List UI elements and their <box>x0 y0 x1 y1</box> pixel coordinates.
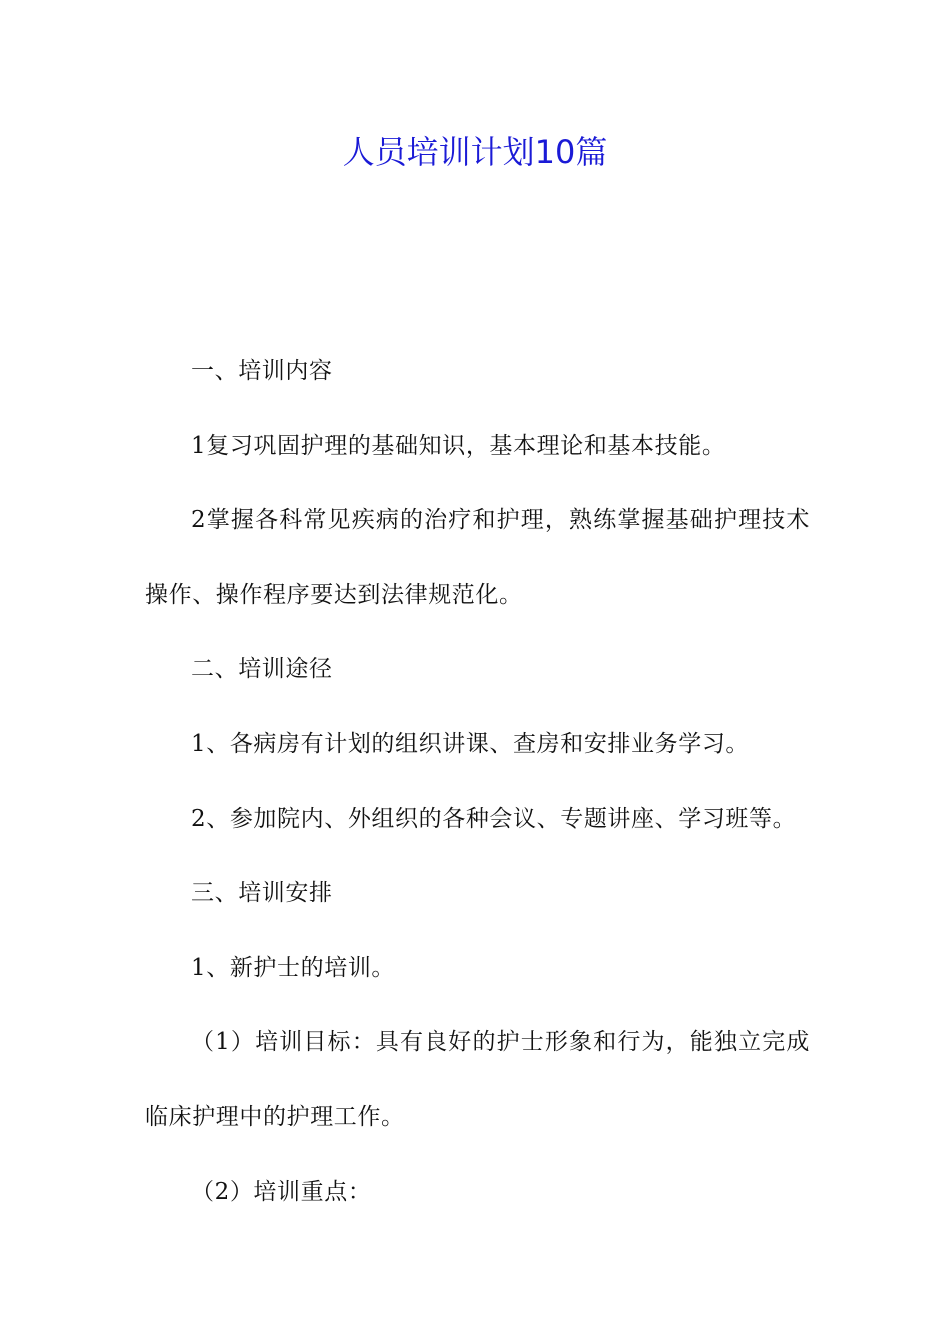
paragraph-arrangement-1: 1、新护士的培训。 <box>191 954 396 981</box>
document-title: 人员培训计划10篇 <box>342 133 608 171</box>
paragraph-item-1: 1复习巩固护理的基础知识，基本理论和基本技能。 <box>191 432 726 459</box>
paragraph-method-2: 2、参加院内、外组织的各种会议、专题讲座、学习班等。 <box>191 805 797 832</box>
document-body <box>145 334 810 1229</box>
paragraph-training-focus: （2）培训重点： <box>191 1178 372 1205</box>
section-heading-training-methods: 二、培训途径 <box>191 656 333 683</box>
paragraph-method-1: 1、各病房有计划的组织讲课、查房和安排业务学习。 <box>191 730 750 757</box>
section-heading-training-content: 一、培训内容 <box>191 358 333 384</box>
section-heading-training-arrangement: 三、培训安排 <box>191 880 333 907</box>
paragraph-training-goal: （1）培训目标：具有良好的护士形象和行为，能独立完成临床护理中的护理工作。 <box>145 1029 810 1130</box>
paragraph-item-2: 2掌握各科常见疾病的治疗和护理，熟练掌握基础护理技术操作、操作程序要达到法律规范化。 <box>145 507 810 608</box>
